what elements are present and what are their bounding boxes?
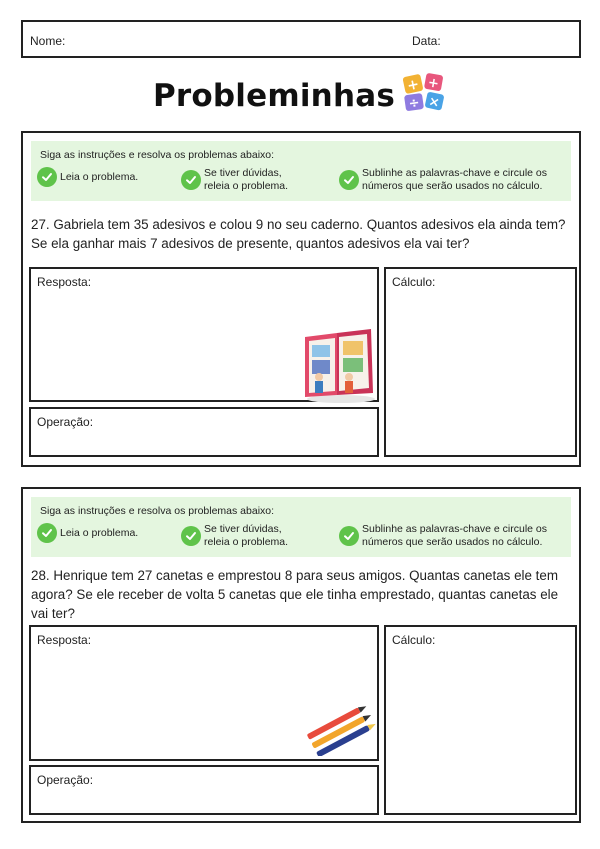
answer-label: Resposta: [37, 633, 92, 647]
sticker-album-illustration [297, 327, 377, 410]
answer-label: Resposta: [37, 275, 92, 289]
instructions-heading: Siga as instruções e resolva os problemas abaixo: [40, 505, 275, 517]
instruction-step-label: Sublinhe as palavras-chave e circule os números que serão usados no cálculo. [362, 523, 548, 548]
operation-box[interactable] [29, 765, 379, 815]
name-label: Nome: [30, 34, 66, 48]
instructions-heading: Siga as instruções e resolva os problemas abaixo: [40, 149, 275, 161]
instructions-panel [31, 141, 571, 201]
instruction-step-read [37, 167, 138, 187]
svg-text:÷: ÷ [407, 95, 421, 112]
operation-label: Operação: [37, 773, 94, 787]
instruction-step-label: Leia o problema. [60, 170, 139, 183]
svg-text:+: + [426, 75, 441, 92]
instruction-step-label: Leia o problema. [60, 526, 139, 539]
instruction-step-underline [339, 167, 547, 192]
calculation-label: Cálculo: [392, 275, 436, 289]
problem-card-27 [21, 131, 581, 467]
answer-box[interactable] [29, 625, 379, 761]
instructions-panel [31, 497, 571, 557]
instruction-step-reread [181, 167, 288, 192]
instruction-step-label: Sublinhe as palavras-chave e circule os números que serão usados no cálculo. [362, 167, 548, 192]
check-icon [181, 170, 201, 190]
math-symbols-icon [401, 72, 447, 120]
problem-text: 28. Henrique tem 27 canetas e emprestou 8 para seus amigos. Quantas canetas ele tem agora? Se ele receber de volta 5 canetas que ele tinha emprestado, quantas canetas ele vai ter? [31, 568, 559, 621]
operation-label: Operação: [37, 415, 94, 429]
name-date-box [21, 20, 581, 58]
calculation-label: Cálculo: [392, 633, 436, 647]
instruction-step-reread [181, 523, 288, 548]
calculation-box[interactable] [384, 267, 577, 457]
svg-text:×: × [427, 94, 442, 112]
instruction-step-read [37, 523, 138, 543]
svg-text:+: + [405, 76, 421, 95]
check-icon [37, 167, 57, 187]
check-icon [339, 526, 359, 546]
calculation-box[interactable] [384, 625, 577, 815]
check-icon [339, 170, 359, 190]
operation-box[interactable] [29, 407, 379, 457]
date-label: Data: [412, 34, 441, 48]
pens-illustration [305, 706, 377, 761]
instruction-step-label: Se tiver dúvidas, releia o problema. [204, 523, 289, 548]
check-icon [37, 523, 57, 543]
instruction-step-underline [339, 523, 547, 548]
answer-box[interactable] [29, 267, 379, 402]
problem-card-28 [21, 487, 581, 823]
page-title-row [0, 72, 600, 120]
problem-text: 27. Gabriela tem 35 adesivos e colou 9 no seu caderno. Quantos adesivos ela ainda tem? Se ela ganhar mais 7 adesivos de presente, quantos adesivos ela vai ter? [31, 217, 566, 251]
instruction-step-label: Se tiver dúvidas, releia o problema. [204, 167, 289, 192]
check-icon [181, 526, 201, 546]
page-title: Probleminhas [153, 78, 395, 114]
